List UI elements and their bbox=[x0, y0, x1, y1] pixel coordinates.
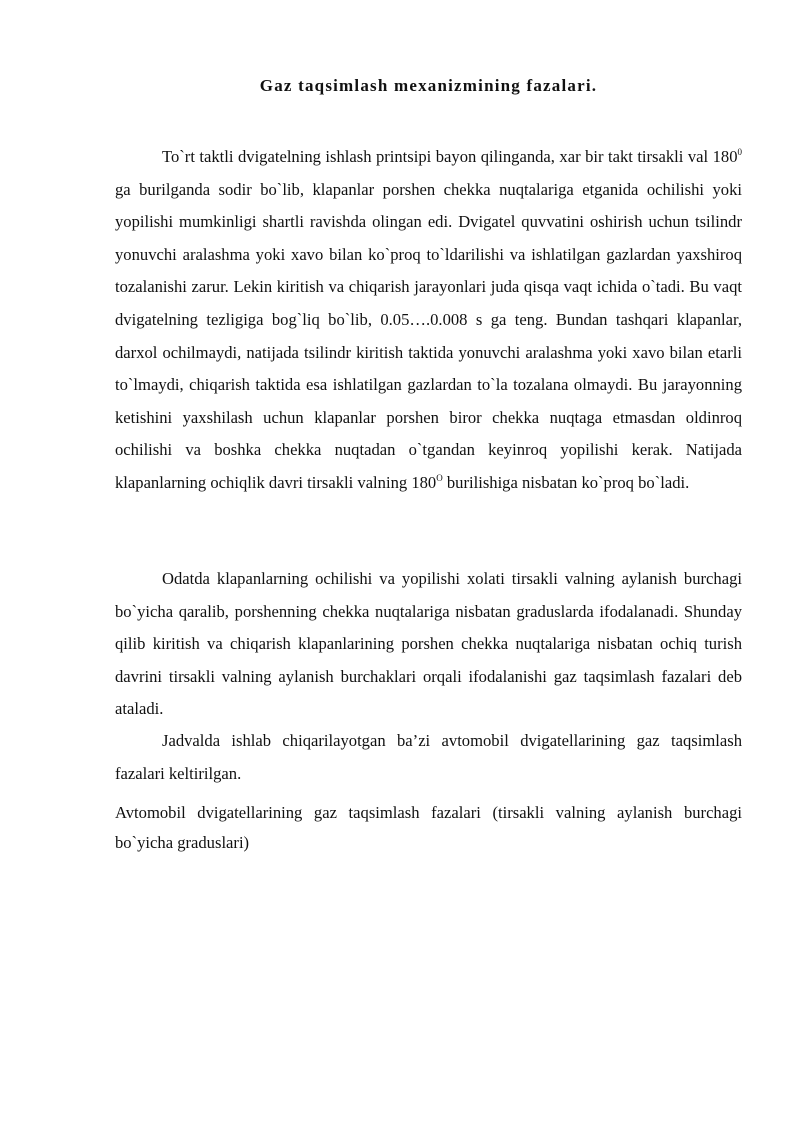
paragraph-text: burilishiga nisbatan ko`proq bo`ladi. bbox=[442, 472, 690, 492]
table-caption: Avtomobil dvigatellarining gaz taqsimlash fazalari (tirsakli valning aylanish burchagi bo`yicha graduslari) bbox=[115, 803, 742, 852]
degree-superscript: 0 bbox=[737, 147, 742, 157]
document-title: Gaz taqsimlash mexanizmining fazalari. bbox=[259, 76, 598, 95]
degree-superscript: O bbox=[436, 472, 443, 483]
paragraph-table-intro: Jadvalda ishlab chiqarilayotgan ba’zi avtomobil dvigatellarining gaz taqsimlash fazalari keltirilgan. bbox=[115, 731, 742, 783]
paragraph-text: To`rt taktli dvigatelning ishlash printsipi bayon qilinganda, xar bir takt tirsakli val 180 bbox=[162, 147, 738, 166]
paragraph-intro bbox=[115, 141, 742, 500]
paragraph-text: ga burilganda sodir bo`lib, klapanlar porshen chekka nuqtalariga etganida ochilishi yoki yopilishi mumkinligi shartli ravishda olingan edi. Dvigatel quvvatini oshirish uchun tsilindr yonuvchi aralashma yoki xavo bilan ko`proq to`ldarilishi va ishlatilgan gazlardan yaxshiroq tozalanishi zarur. Lekin kiritish va chiqarish jarayonlari juda qisqa vaqt ichida o`tadi. Bu vaqt dvigatelning tezligiga bog`liq bo`lib, 0.05….0.008 s ga teng. Bundan tashqari klapanlar, darxol ochilmaydi, natijada tsilindr kiritish taktida yonuvchi aralashma yoki xavo bilan etarli to`lmaydi, chiqarish taktida esa ishlatilgan gazlardan to`la tozalana olmaydi. Bu jarayonning ketishini yaxshilash uchun klapanlar porshen biror chekka nuqtaga etmasdan oldinroq ochilishi va boshka chekka nuqtadan o`tgandan keyinroq yopilishi kerak. Natijada klapanlarning ochiqlik davri tirsakli valning 180 bbox=[115, 179, 742, 492]
paragraph-definition: Odatda klapanlarning ochilishi va yopilishi xolati tirsakli valning aylanish burchagi bo`yicha qaralib, porshenning chekka nuqtalariga nisbatan graduslarda ifodalanadi. Shunday qilib kiritish va chiqarish klapanlarining porshen chekka nuqtalariga nisbatan ochiq turish davrini tirsakli valning aylanish burchaklari orqali ifodalanishi gaz taqsimlash fazalari deb ataladi. bbox=[115, 569, 742, 719]
